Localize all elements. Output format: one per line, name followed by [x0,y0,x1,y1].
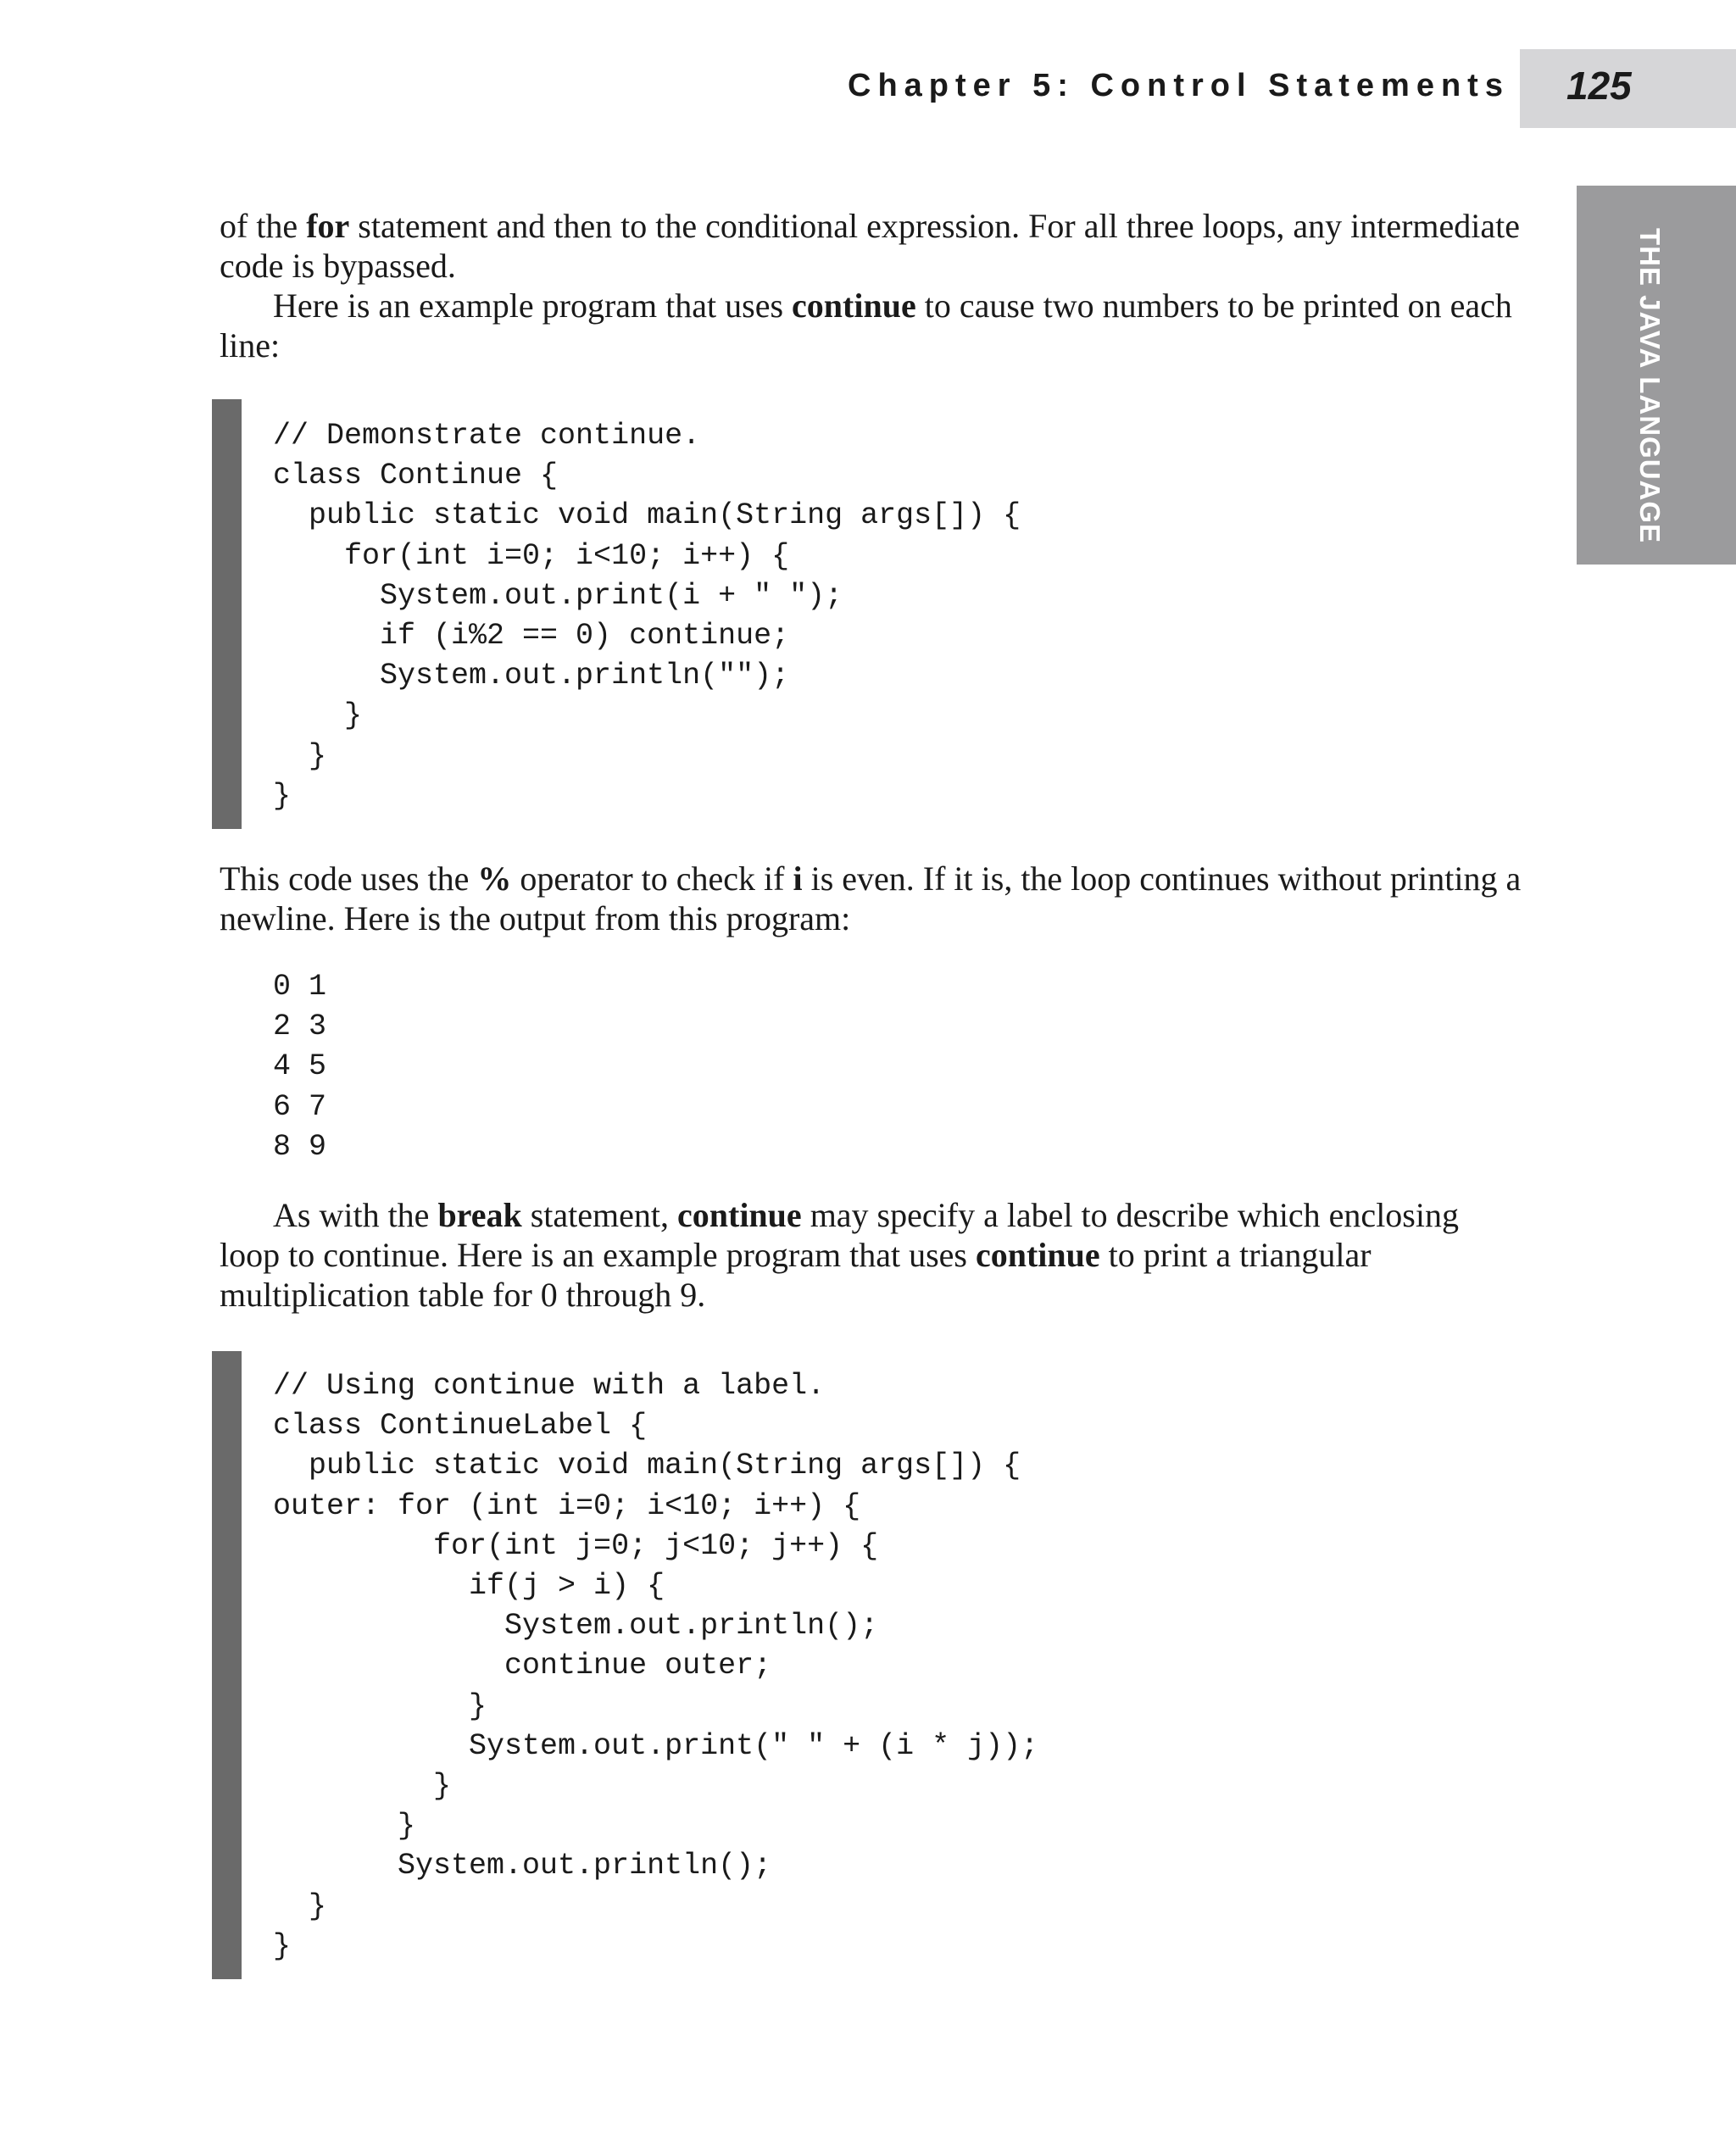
page-number-box [1520,49,1736,128]
code-listing-text: // Demonstrate continue. class Continue { public static void main(String args[]) { for(int i=0; i<10; i++) { System.out.print(i + " "); if (i%2 == 0) continue; System.out.println(""); } } } [273,419,1021,813]
page-number: 125 [1566,64,1632,108]
running-head: Chapter 5: Control Statements [848,68,1510,103]
side-tab-label: THE JAVA LANGUAGE [1634,228,1666,544]
paragraph-1: of the for statement and then to the conditional expression. For all three loops, any intermediate code is bypassed. [220,207,1521,285]
program-output: 0 1 2 3 4 5 6 7 8 9 [273,970,327,1164]
paragraph-4: As with the break statement, continue may specify a label to describe which enclosing loop to continue. Here is an example program that uses continue to print a triangular multiplication table for 0 through 9. [220,1196,1459,1314]
code-listing-bar [212,1351,242,1979]
paragraph-3: This code uses the % operator to check if i is even. If it is, the loop continues without printing a newline. Here is the output from this program: [220,859,1522,937]
code-listing-bar [212,399,242,829]
paragraph-2: Here is an example program that uses continue to cause two numbers to be printed on each line: [220,286,1512,364]
code-listing-text: // Using continue with a label. class ContinueLabel { public static void main(String args[]) { outer: for (int i=0; i<10; i++) { for(int j=0; j<10; j++) { if(j > i) { System.out.println(); continue outer; } System.out.print(" " + (i * j)); } } System.out.println(); } } [273,1369,1039,1963]
section-side-tab [1577,186,1736,565]
